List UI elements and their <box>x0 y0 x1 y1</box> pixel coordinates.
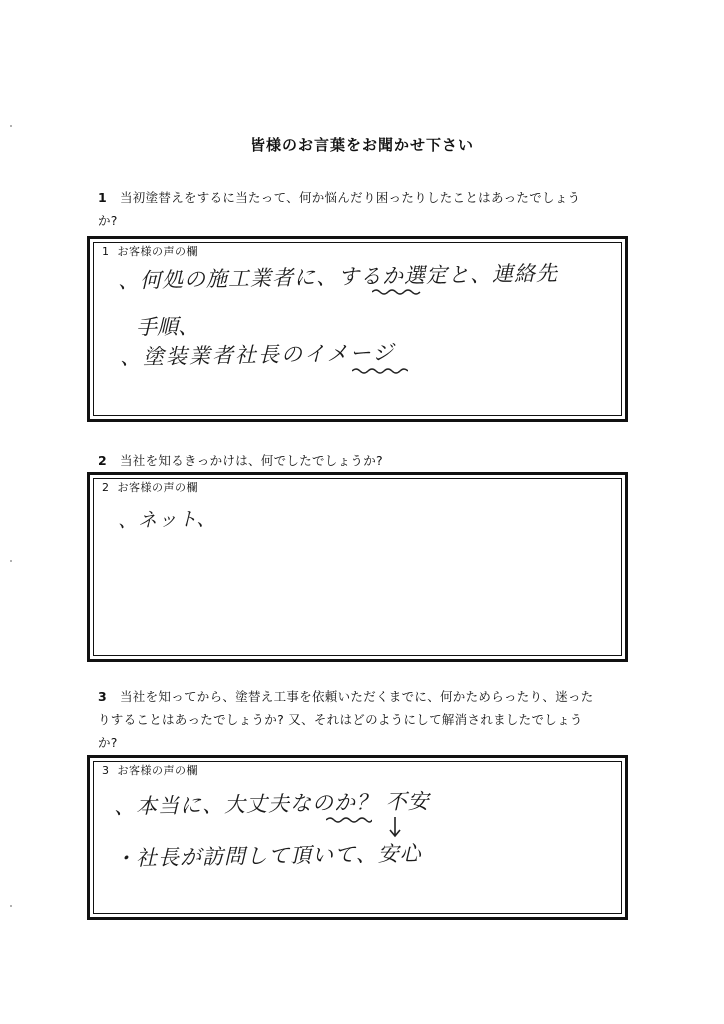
answer-box-3-number: 3 <box>102 764 110 777</box>
question-1-line2: か? <box>98 213 118 228</box>
answer-1-line-3: 、塗装業者社長のイメージ <box>119 340 396 370</box>
answer-3-line-2: ・社長が訪問して頂いて、安心 <box>113 841 422 871</box>
underline-wave-1 <box>372 288 422 296</box>
question-3-line1 <box>98 685 633 708</box>
answer-3-line-1: 、本当に、大丈夫なのか？ 不安 <box>113 789 430 819</box>
answer-box-1-label-text: お客様の声の欄 <box>117 245 198 258</box>
answer-box-1-label <box>102 243 198 259</box>
answer-1-line-1: 、何処の施工業者に、するか選定と、連絡先 <box>117 261 559 293</box>
question-3-line2: りすることはあったでしょうか? 又、それはどのようにして解消されましたでしょう <box>98 712 583 727</box>
answer-box-2-label-text: お客様の声の欄 <box>117 481 198 494</box>
answer-box-2-label <box>102 479 198 495</box>
scan-speck <box>10 560 12 562</box>
answer-box-1 <box>87 236 628 422</box>
underline-wave-3 <box>326 816 372 824</box>
question-2-text: 当社を知るきっかけは、何でしたでしょうか? <box>120 453 383 468</box>
question-1-line1 <box>98 186 633 209</box>
question-3-number: 3 <box>98 689 107 704</box>
answer-2-line-1: 、ネット、 <box>117 508 217 532</box>
scan-speck <box>10 905 12 907</box>
question-2 <box>98 449 633 472</box>
question-2-number: 2 <box>98 453 107 468</box>
question-1-number: 1 <box>98 190 107 205</box>
answer-box-3-label <box>102 762 198 778</box>
question-3-line3: か? <box>98 735 118 750</box>
answer-box-3 <box>87 755 628 920</box>
question-2-line1 <box>98 449 633 472</box>
answer-box-2-number: 2 <box>102 481 110 494</box>
answer-box-1-number: 1 <box>102 245 110 258</box>
question-3-text: 当社を知ってから、塗替え工事を依頼いただくまでに、何かためらったり、迷った <box>120 689 594 704</box>
question-1-text: 当初塗替えをするに当たって、何か悩んだり困ったりしたことはあったでしょう <box>120 190 581 205</box>
underline-wave-2 <box>352 367 408 375</box>
question-1 <box>98 186 633 232</box>
scan-speck <box>10 125 12 127</box>
answer-1-line-2: 手順、 <box>135 314 200 340</box>
answer-box-3-label-text: お客様の声の欄 <box>117 764 198 777</box>
down-arrow-icon <box>388 816 402 838</box>
page-title: 皆様のお言葉をお聞かせ下さい <box>249 136 474 154</box>
question-3 <box>98 685 633 754</box>
answer-box-2 <box>87 472 628 662</box>
